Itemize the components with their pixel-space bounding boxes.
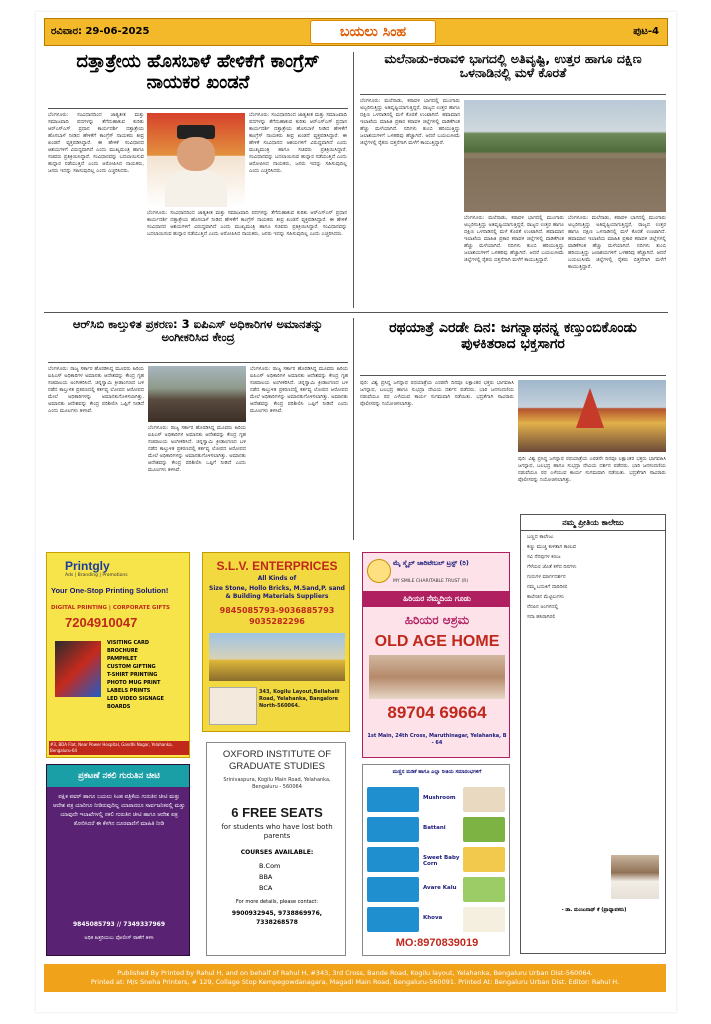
poem-line: ಕಣ್ಣು ಮುಚ್ಚಿ ಕುಳಿತಾಗ ಕಾಣುವ xyxy=(527,544,577,551)
veg-item xyxy=(367,875,507,904)
story1-photo xyxy=(147,113,245,207)
oldage-phone: 89704 69664 xyxy=(387,703,487,722)
chariot-icon xyxy=(576,388,604,428)
oxford-seats: 6 FREE SEATS xyxy=(231,805,323,820)
veg-product-icon xyxy=(367,877,419,902)
veg-label: Mushroom xyxy=(423,795,456,801)
poem-line: ಕಾಲೇಜಿನ ಮೆಟ್ಟಿಲುಗಳು xyxy=(527,594,565,601)
building-icon xyxy=(209,687,257,725)
story1-body-col2: ಬೆಂಗಳೂರು: ಸಂವಿಧಾನದಿಂದ ಜಾತ್ಯತೀತ ಮತ್ತು ಸಮಾಜವಾದಿ ಪದಗಳನ್ನು ತೆಗೆದುಹಾಕುವ ಕುರಿತು ಆರ್‌ಎಸ್‌ಎಸ್ ಪ್ರಧಾನ ಕಾರ್ಯದರ್ಶಿ ದತ್ತಾತ್ರೇಯ ಹೊಸಬಾಳೆ ನೀಡಿದ ಹೇಳಿಕೆಗೆ ಕಾಂಗ್ರೆಸ್ ನಾಯಕರು ತೀವ್ರ ಖಂಡನೆ ವ್ಯಕ್ತಪಡಿಸಿದ್ದಾರೆ. ಈ ಹೇಳಿಕೆ ಸಂವಿಧಾನದ ಆಶಯಗಳಿಗೆ ವಿರುದ್ಧವಾಗಿದೆ ಎಂದು ಮುಖ್ಯಮಂತ್ರಿ ಹಾಗೂ ಸಚಿವರು ಪ್ರತಿಕ್ರಿಯಿಸಿದ್ದಾರೆ. ಸಂವಿಧಾನವನ್ನು ಬದಲಾಯಿಸುವ ಹುನ್ನಾರ ನಡೆಯುತ್ತಿದೆ ಎಂದು ಆರೋಪಿಸಿದ ನಾಯಕರು, ಜನರು ಇದನ್ನು ಸಹಿಸುವುದಿಲ್ಲ ಎಂದು ಎಚ್ಚರಿಸಿದರು. xyxy=(249,112,347,174)
slv-address: 343, Kogilu Layout,Bellahalli Road, Yelahanka, Bangalore North-560064. xyxy=(259,689,340,709)
poem-line: ಸವಿ ನೆನಪುಗಳ ಕಣಜ xyxy=(527,554,561,561)
person-icon xyxy=(165,171,227,207)
printgly-service-item: BROCHURE xyxy=(107,648,139,654)
ad-fake-id-notice xyxy=(46,764,190,956)
oxford-contact: 9900932945, 9738869976, 7338268578 xyxy=(231,910,323,926)
story3-headline: ಆರ್‌ಸಿಬಿ ಕಾಲ್ತುಳಿತ ಪ್ರಕರಣ: 3 ಐಪಿಎಸ್ ಅಧಿಕಾರಿಗಳ ಅಮಾನತನ್ನು ಅಂಗೀಕರಿಸಿದ ಕೇಂದ್ರ xyxy=(72,317,324,345)
oxford-seats-sub: for students who have lost both parents xyxy=(221,823,333,840)
poem-line: ಗೆಳೆಯರ ಜೊತೆ ಕಳೆದ ದಿನಗಳು xyxy=(527,564,577,571)
printgly-services xyxy=(107,639,187,711)
printgly-line2: DIGITAL PRINTING | CORPORATE GIFTS xyxy=(51,605,171,611)
divider xyxy=(48,362,348,363)
printgly-service-item: T-SHIRT PRINTING xyxy=(107,672,158,678)
oldage-address: 1st Main, 24th Cross, Maruthinagar, Yelahanka, B - 64 xyxy=(367,733,507,746)
veg-product-icon xyxy=(367,907,419,932)
oxford-courses xyxy=(259,861,319,894)
story2-body-col2: ಬೆಂಗಳೂರು: ಮಲೆನಾಡು, ಕರಾವಳಿ ಭಾಗದಲ್ಲಿ ಮುಂಗಾರು ಅಬ್ಬರಿಸುತ್ತಿದ್ದು ಅತಿವೃಷ್ಟಿಯಾಗುತ್ತಿದ್ದರೆ, ರಾಜ್ಯದ ಉತ್ತರ ಹಾಗೂ ದಕ್ಷಿಣ ಒಳನಾಡಿನಲ್ಲಿ ಮಳೆ ಕೊರತೆ ಉಂಟಾಗಿದೆ. ಹವಾಮಾನ ಇಲಾಖೆಯ ಮಾಹಿತಿ ಪ್ರಕಾರ ಕರಾವಳಿ ಜಿಲ್ಲೆಗಳಲ್ಲಿ ವಾಡಿಕೆಗಿಂತ ಹೆಚ್ಚು ಮಳೆಯಾಗಿದೆ. ನದಿಗಳು ತುಂಬಿ ಹರಿಯುತ್ತಿದ್ದು ಜಲಾಶಯಗಳಿಗೆ ಒಳಹರಿವು ಹೆಚ್ಚಾಗಿದೆ. ಆದರೆ ಬಯಲುಸೀಮೆ ಜಿಲ್ಲೆಗಳಲ್ಲಿ ರೈತರು ಬಿತ್ತನೆಗಾಗಿ ಮಳೆಗೆ ಕಾಯುತ್ತಿದ್ದಾರೆ. xyxy=(464,215,564,263)
notice-sign: ಅಧಿಕ ಹಿತ್ತರಿಯಲು ಪೋಲೀಸ್ ಠಾಣೆಗೆ ತಿಳಿಸಿ xyxy=(84,935,154,941)
ad-oxford-institute xyxy=(206,742,346,956)
oxford-course-item: BBA xyxy=(259,873,273,881)
printgly-service-item: VISITING CARD xyxy=(107,640,150,646)
oxford-address: Srinivaspura, Kogilu Main Road, Yelahanka, Bengaluru - 560064 xyxy=(223,777,331,790)
poem-line: ಬಣ್ಣದ ಕಾಲೇಜು xyxy=(527,534,554,541)
ad-old-age-home xyxy=(362,552,510,758)
veg-photo xyxy=(463,847,505,872)
poem-box xyxy=(520,514,666,954)
divider xyxy=(360,94,666,95)
poem-line: ಗುರುಗಳ ಮಾರ್ಗದರ್ಶನ xyxy=(527,574,566,581)
veg-photo xyxy=(463,877,505,902)
veg-photo xyxy=(463,817,505,842)
slv-sub1: All Kinds of xyxy=(257,575,297,582)
poem-line: ಸದಾ ಹಸಿರಾಗಿರಲಿ xyxy=(527,614,556,621)
column-rule xyxy=(353,52,354,308)
veg-product-icon xyxy=(367,817,419,842)
author-photo xyxy=(611,855,659,899)
printgly-service-item: CUSTOM GIFTING xyxy=(107,664,156,670)
masthead: ಬಯಲು ಸಿಂಹ xyxy=(310,20,436,44)
poem-line: ನಮ್ಮ ಬದುಕಿಗೆ ದಾರಿದೀಪ xyxy=(527,584,568,591)
veg-item xyxy=(367,845,507,874)
printgly-line1: Your One-Stop Printing Solution! xyxy=(51,586,169,595)
notice-body: ಪಕ್ಷಿಕ ಪವರ್ ಹಾಗೂ ಬಯಲು ಸಿಂಹ ಪತ್ರಿಕೆಯ ಗುರುತಿನ ಚೀಟಿ ಮತ್ತು ಆದೇಶ ಪತ್ರ ಯಾರಿಗೂ ನೀಡಿರುವುದಿಲ್ಲ ಯಾರಾದರೂ ಸಾರ್ವಜನಿಕರಲ್ಲಿ ಮತ್ತು ಯಾವುದೇ ಇಲಾಖೆಗಳಲ್ಲಿ ನಕಲಿ ಗುರುತಿನ ಚೀಟಿ ಹಾಗೂ ಆದೇಶ ಪತ್ರ ತೋರಿಸಿದರೆ ಈ ಕೆಳಗಿನ ದೂರವಾಣಿಗೆ ಮಾಹಿತಿ ನೀಡಿ xyxy=(53,794,185,827)
face-icon xyxy=(177,137,215,171)
smile-logo-icon xyxy=(367,559,391,583)
page-number: ಪುಟ-4 xyxy=(633,26,659,37)
story3-body-col2: ಬೆಂಗಳೂರು: ರಾಜ್ಯ ಸರ್ಕಾರ ಹೊರಡಿಸಿದ್ದ ಮೂವರು ಹಿರಿಯ ಐಪಿಎಸ್ ಅಧಿಕಾರಿಗಳ ಅಮಾನತು ಆದೇಶವನ್ನು ಕೇಂದ್ರ ಗೃಹ ಸಚಿವಾಲಯ ಅಂಗೀಕರಿಸಿದೆ. ಚಿನ್ನಸ್ವಾಮಿ ಕ್ರೀಡಾಂಗಣದ ಬಳಿ ನಡೆದ ಕಾಲ್ತುಳಿತ ಪ್ರಕರಣದಲ್ಲಿ ಕರ್ತವ್ಯ ಲೋಪದ ಆರೋಪದ ಮೇಲೆ ಅಧಿಕಾರಿಗಳನ್ನು ಅಮಾನತುಗೊಳಿಸಲಾಗಿತ್ತು. ಅಮಾನತು ಆದೇಶವನ್ನು ಕೇಂದ್ರ ಪರಿಶೀಲಿಸಿ ಒಪ್ಪಿಗೆ ನೀಡಿದೆ ಎಂದು ಮೂಲಗಳು ತಿಳಿಸಿವೆ. xyxy=(250,366,348,414)
oxford-courses-label: COURSES AVAILABLE: xyxy=(240,849,314,856)
printgly-phone: 7204910047 xyxy=(65,615,138,630)
story4-body-col2: ಪುರಿ: ವಿಶ್ವ ಪ್ರಸಿದ್ಧ ಜಗನ್ನಾಥ ರಥಯಾತ್ರೆಯ ಎರಡನೇ ದಿನವೂ ಲಕ್ಷಾಂತರ ಭಕ್ತರು ಭಾಗವಹಿಸಿ ಜಗನ್ನಾಥ, ಬಲಭದ್ರ ಹಾಗೂ ಸುಭದ್ರಾ ದೇವಿಯ ದರ್ಶನ ಪಡೆದರು. ಭಾರಿ ಜನಸಂದಣಿಯ ನಡುವೆಯೂ ರಥ ಎಳೆಯುವ ಕಾರ್ಯ ಸುಗಮವಾಗಿ ನಡೆಯಿತು. ಭದ್ರತೆಗಾಗಿ ಸಾವಿರಾರು ಪೊಲೀಸರನ್ನು ನಿಯೋಜಿಸಲಾಗಿತ್ತು. xyxy=(518,456,666,483)
oxford-course-item: B.Com xyxy=(259,862,281,870)
poem-line: ನೆನಪಿನ ಅಂಗಳದಲ್ಲಿ xyxy=(527,604,559,611)
printgly-service-item: LED VIDEO SIGNAGE BOARDS xyxy=(107,696,164,710)
machinery-icon xyxy=(209,633,345,681)
veg-label: Khova xyxy=(423,915,443,921)
tshirt-icon xyxy=(55,641,101,697)
notice-title: ಪ್ರಕಟಣೆ ನಕಲಿ ಗುರುತಿನ ಚೀಟಿ xyxy=(47,765,190,787)
veg-label: Sweet Baby Corn xyxy=(423,855,460,867)
imprint-footer xyxy=(44,964,666,992)
slv-title: S.L.V. ENTERPRICES xyxy=(216,559,338,573)
page-header xyxy=(44,18,668,46)
ad-printgly xyxy=(46,552,190,758)
story4-body-col1: ಪುರಿ: ವಿಶ್ವ ಪ್ರಸಿದ್ಧ ಜಗನ್ನಾಥ ರಥಯಾತ್ರೆಯ ಎರಡನೇ ದಿನವೂ ಲಕ್ಷಾಂತರ ಭಕ್ತರು ಭಾಗವಹಿಸಿ ಜಗನ್ನಾಥ, ಬಲಭದ್ರ ಹಾಗೂ ಸುಭದ್ರಾ ದೇವಿಯ ದರ್ಶನ ಪಡೆದರು. ಭಾರಿ ಜನಸಂದಣಿಯ ನಡುವೆಯೂ ರಥ ಎಳೆಯುವ ಕಾರ್ಯ ಸುಗಮವಾಗಿ ನಡೆಯಿತು. ಭದ್ರತೆಗಾಗಿ ಸಾವಿರಾರು ಪೊಲೀಸರನ್ನು ನಿಯೋಜಿಸಲಾಗಿತ್ತು. xyxy=(360,380,514,407)
column-rule xyxy=(353,318,354,540)
story2-body-col1: ಬೆಂಗಳೂರು: ಮಲೆನಾಡು, ಕರಾವಳಿ ಭಾಗದಲ್ಲಿ ಮುಂಗಾರು ಅಬ್ಬರಿಸುತ್ತಿದ್ದು ಅತಿವೃಷ್ಟಿಯಾಗುತ್ತಿದ್ದರೆ, ರಾಜ್ಯದ ಉತ್ತರ ಹಾಗೂ ದಕ್ಷಿಣ ಒಳನಾಡಿನಲ್ಲಿ ಮಳೆ ಕೊರತೆ ಉಂಟಾಗಿದೆ. ಹವಾಮಾನ ಇಲಾಖೆಯ ಮಾಹಿತಿ ಪ್ರಕಾರ ಕರಾವಳಿ ಜಿಲ್ಲೆಗಳಲ್ಲಿ ವಾಡಿಕೆಗಿಂತ ಹೆಚ್ಚು ಮಳೆಯಾಗಿದೆ. ನದಿಗಳು ತುಂಬಿ ಹರಿಯುತ್ತಿದ್ದು ಜಲಾಶಯಗಳಿಗೆ ಒಳಹರಿವು ಹೆಚ್ಚಾಗಿದೆ. ಆದರೆ ಬಯಲುಸೀಮೆ ಜಿಲ್ಲೆಗಳಲ್ಲಿ ರೈತರು ಬಿತ್ತನೆಗಾಗಿ ಮಳೆಗೆ ಕಾಯುತ್ತಿದ್ದಾರೆ. xyxy=(360,98,460,146)
story4-rath-photo xyxy=(518,380,666,452)
oxford-title: OXFORD INSTITUTE OF GRADUATE STUDIES xyxy=(222,749,332,772)
story1-headline: ದತ್ತಾತ್ರೇಯ ಹೊಸಬಾಳೆ ಹೇಳಿಕೆಗೆ ಕಾಂಗ್ರೆಸ್ ನಾಯಕರ ಖಂಡನೆ xyxy=(76,51,320,93)
footer-line1: Published By Printed by Rahul H, and on behalf of Rahul H, #343, 3rd Cross, Bande Road, Kogilu layout, Yelahanka, Bengaluru Urban Dist-560064. xyxy=(117,969,593,977)
oxford-contact-label: For more details, please contact: xyxy=(235,899,319,905)
story1-body-col1: ಬೆಂಗಳೂರು: ಸಂವಿಧಾನದಿಂದ ಜಾತ್ಯತೀತ ಮತ್ತು ಸಮಾಜವಾದಿ ಪದಗಳನ್ನು ತೆಗೆದುಹಾಕುವ ಕುರಿತು ಆರ್‌ಎಸ್‌ಎಸ್ ಪ್ರಧಾನ ಕಾರ್ಯದರ್ಶಿ ದತ್ತಾತ್ರೇಯ ಹೊಸಬಾಳೆ ನೀಡಿದ ಹೇಳಿಕೆಗೆ ಕಾಂಗ್ರೆಸ್ ನಾಯಕರು ತೀವ್ರ ಖಂಡನೆ ವ್ಯಕ್ತಪಡಿಸಿದ್ದಾರೆ. ಈ ಹೇಳಿಕೆ ಸಂವಿಧಾನದ ಆಶಯಗಳಿಗೆ ವಿರುದ್ಧವಾಗಿದೆ ಎಂದು ಮುಖ್ಯಮಂತ್ರಿ ಹಾಗೂ ಸಚಿವರು ಪ್ರತಿಕ್ರಿಯಿಸಿದ್ದಾರೆ. ಸಂವಿಧಾನವನ್ನು ಬದಲಾಯಿಸುವ ಹುನ್ನಾರ ನಡೆಯುತ್ತಿದೆ ಎಂದು ಆರೋಪಿಸಿದ ನಾಯಕರು, ಜನರು ಇದನ್ನು ಸಹಿಸುವುದಿಲ್ಲ ಎಂದು ಎಚ್ಚರಿಸಿದರು. xyxy=(48,112,144,174)
veg-item xyxy=(367,905,507,934)
divider xyxy=(360,375,666,376)
veg-item xyxy=(367,815,507,844)
veg-list xyxy=(367,785,507,935)
veg-label: Avare Kalu xyxy=(423,885,457,891)
story3-body-col3: ಬೆಂಗಳೂರು: ರಾಜ್ಯ ಸರ್ಕಾರ ಹೊರಡಿಸಿದ್ದ ಮೂವರು ಹಿರಿಯ ಐಪಿಎಸ್ ಅಧಿಕಾರಿಗಳ ಅಮಾನತು ಆದೇಶವನ್ನು ಕೇಂದ್ರ ಗೃಹ ಸಚಿವಾಲಯ ಅಂಗೀಕರಿಸಿದೆ. ಚಿನ್ನಸ್ವಾಮಿ ಕ್ರೀಡಾಂಗಣದ ಬಳಿ ನಡೆದ ಕಾಲ್ತುಳಿತ ಪ್ರಕರಣದಲ್ಲಿ ಕರ್ತವ್ಯ ಲೋಪದ ಆರೋಪದ ಮೇಲೆ ಅಧಿಕಾರಿಗಳನ್ನು ಅಮಾನತುಗೊಳಿಸಲಾಗಿತ್ತು. ಅಮಾನತು ಆದೇಶವನ್ನು ಕೇಂದ್ರ ಪರಿಶೀಲಿಸಿ ಒಪ್ಪಿಗೆ ನೀಡಿದೆ ಎಂದು ಮೂಲಗಳು ತಿಳಿಸಿವೆ. xyxy=(148,425,246,473)
veg-photo xyxy=(463,787,505,812)
veg-label: Battani xyxy=(423,825,446,831)
veg-product-icon xyxy=(367,787,419,812)
slv-phones: 9845085793-9036885793 9035282296 xyxy=(219,606,335,626)
veg-top: ಮಣ್ಣಿನ ಮಡಿಕೆ ಹಾಗೂ ಎಲ್ಲಾ ರೀತಿಯ ಸಮಾರಂಭಗಳಿಗೆ xyxy=(392,769,482,775)
oxford-course-item: BCA xyxy=(259,884,273,892)
story1-body-col3: ಬೆಂಗಳೂರು: ಸಂವಿಧಾನದಿಂದ ಜಾತ್ಯತೀತ ಮತ್ತು ಸಮಾಜವಾದಿ ಪದಗಳನ್ನು ತೆಗೆದುಹಾಕುವ ಕುರಿತು ಆರ್‌ಎಸ್‌ಎಸ್ ಪ್ರಧಾನ ಕಾರ್ಯದರ್ಶಿ ದತ್ತಾತ್ರೇಯ ಹೊಸಬಾಳೆ ನೀಡಿದ ಹೇಳಿಕೆಗೆ ಕಾಂಗ್ರೆಸ್ ನಾಯಕರು ತೀವ್ರ ಖಂಡನೆ ವ್ಯಕ್ತಪಡಿಸಿದ್ದಾರೆ. ಈ ಹೇಳಿಕೆ ಸಂವಿಧಾನದ ಆಶಯಗಳಿಗೆ ವಿರುದ್ಧವಾಗಿದೆ ಎಂದು ಮುಖ್ಯಮಂತ್ರಿ ಹಾಗೂ ಸಚಿವರು ಪ್ರತಿಕ್ರಿಯಿಸಿದ್ದಾರೆ. ಸಂವಿಧಾನವನ್ನು ಬದಲಾಯಿಸುವ ಹುನ್ನಾರ ನಡೆಯುತ್ತಿದೆ ಎಂದು ಆರೋಪಿಸಿದ ನಾಯಕರು, ಜನರು ಇದನ್ನು ಸಹಿಸುವುದಿಲ್ಲ ಎಂದು ಎಚ್ಚರಿಸಿದರು. xyxy=(147,210,347,237)
section-rule xyxy=(44,312,668,313)
story2-headline: ಮಲೆನಾಡು-ಕರಾವಳಿ ಭಾಗದಲ್ಲಿ ಅತಿವೃಷ್ಟಿ, ಉತ್ತರ ಹಾಗೂ ದಕ್ಷಿಣ ಒಳನಾಡಿನಲ್ಲಿ ಮಳೆ ಕೊರತೆ xyxy=(384,51,642,81)
elderly-photo xyxy=(369,655,505,699)
story2-body-col3: ಬೆಂಗಳೂರು: ಮಲೆನಾಡು, ಕರಾವಳಿ ಭಾಗದಲ್ಲಿ ಮುಂಗಾರು ಅಬ್ಬರಿಸುತ್ತಿದ್ದು ಅತಿವೃಷ್ಟಿಯಾಗುತ್ತಿದ್ದರೆ, ರಾಜ್ಯದ ಉತ್ತರ ಹಾಗೂ ದಕ್ಷಿಣ ಒಳನಾಡಿನಲ್ಲಿ ಮಳೆ ಕೊರತೆ ಉಂಟಾಗಿದೆ. ಹವಾಮಾನ ಇಲಾಖೆಯ ಮಾಹಿತಿ ಪ್ರಕಾರ ಕರಾವಳಿ ಜಿಲ್ಲೆಗಳಲ್ಲಿ ವಾಡಿಕೆಗಿಂತ ಹೆಚ್ಚು ಮಳೆಯಾಗಿದೆ. ನದಿಗಳು ತುಂಬಿ ಹರಿಯುತ್ತಿದ್ದು ಜಲಾಶಯಗಳಿಗೆ ಒಳಹರಿವು ಹೆಚ್ಚಾಗಿದೆ. ಆದರೆ ಬಯಲುಸೀಮೆ ಜಿಲ್ಲೆಗಳಲ್ಲಿ ರೈತರು ಬಿತ್ತನೆಗಾಗಿ ಮಳೆಗೆ ಕಾಯುತ್ತಿದ್ದಾರೆ. xyxy=(568,215,666,270)
story4-headline: ರಥಯಾತ್ರೆ ಎರಡೇ ದಿನ: ಜಗನ್ನಾಥನನ್ನ ಕಣ್ತುಂಬಿಕೊಂಡು ಪುಳಕಿತರಾದ ಭಕ್ತಸಾಗರ xyxy=(389,320,637,353)
veg-product-icon xyxy=(367,847,419,872)
notice-phones: 9845085793 // 7349337969 xyxy=(72,921,166,928)
oldage-k1: ಹಿರಿಯರ ನೆಮ್ಮದಿಯ ಗೂಡು xyxy=(363,591,510,607)
ad-slv-enterprices xyxy=(202,552,350,732)
printgly-service-item: PHOTO MUG PRINT xyxy=(107,680,161,686)
poem-lines xyxy=(521,531,665,627)
printgly-tag: Ads | Branding | Promotions xyxy=(65,573,128,578)
oldage-title: OLD AGE HOME xyxy=(374,633,500,650)
oldage-k2: ಹಿರಿಯರ ಆಶ್ರಮ xyxy=(404,613,470,627)
divider xyxy=(48,108,348,109)
printgly-service-item: PAMPHLET xyxy=(107,656,137,662)
poem-title: ನಮ್ಮ ಪ್ರೀತಿಯ ಕಾಲೇಜು xyxy=(521,515,665,531)
printgly-address: #3, BDA Flat, Near Power Hospital, Gandhi Nagar, Yelahanka, Bengaluru-64 xyxy=(49,741,189,755)
veg-photo xyxy=(463,907,505,932)
story3-body-col1: ಬೆಂಗಳೂರು: ರಾಜ್ಯ ಸರ್ಕಾರ ಹೊರಡಿಸಿದ್ದ ಮೂವರು ಹಿರಿಯ ಐಪಿಎಸ್ ಅಧಿಕಾರಿಗಳ ಅಮಾನತು ಆದೇಶವನ್ನು ಕೇಂದ್ರ ಗೃಹ ಸಚಿವಾಲಯ ಅಂಗೀಕರಿಸಿದೆ. ಚಿನ್ನಸ್ವಾಮಿ ಕ್ರೀಡಾಂಗಣದ ಬಳಿ ನಡೆದ ಕಾಲ್ತುಳಿತ ಪ್ರಕರಣದಲ್ಲಿ ಕರ್ತವ್ಯ ಲೋಪದ ಆರೋಪದ ಮೇಲೆ ಅಧಿಕಾರಿಗಳನ್ನು ಅಮಾನತುಗೊಳಿಸಲಾಗಿತ್ತು. ಅಮಾನತು ಆದೇಶವನ್ನು ಕೇಂದ್ರ ಪರಿಶೀಲಿಸಿ ಒಪ್ಪಿಗೆ ನೀಡಿದೆ ಎಂದು ಮೂಲಗಳು ತಿಳಿಸಿವೆ. xyxy=(48,366,144,414)
ad-vegetables xyxy=(362,764,510,956)
story2-flood-photo xyxy=(464,100,666,212)
story3-crowd-photo xyxy=(148,366,246,422)
poem-author: - ಡಾ. ಮಂಜುನಾಥ್ ಕೆ (ಪ್ರಾಧ್ಯಾಪಕರು) xyxy=(561,907,627,913)
printgly-service-item: LABELS PRINTS xyxy=(107,688,151,694)
veg-item xyxy=(367,785,507,814)
issue-date: ರವಿವಾರ: 29-06-2025 xyxy=(51,26,150,37)
footer-line2: Printed at: M/s Sneha Printers, # 129, Collage Stop Kempegowdanagara, Magadi Main Road, Bengaluru-560091. Printed At: Bengaluru Urban Dist. Editor: Rahul H. xyxy=(90,978,620,986)
veg-phone: MO:8970839019 xyxy=(395,937,479,949)
slv-sub2: Size Stone, Hollo Bricks, M.Sand,P. sand & Building Materials Suppliers xyxy=(209,585,345,600)
oldage-trust: ಮೈ ಸ್ಮೈಲ್ ಚಾರಿಟೇಬಲ್ ಟ್ರಸ್ಟ್ (ರಿ) xyxy=(393,559,469,567)
oldage-trust-en: MY SMILE CHARITABLE TRUST (R) xyxy=(393,579,469,584)
printgly-logo: Printgly xyxy=(65,559,110,573)
